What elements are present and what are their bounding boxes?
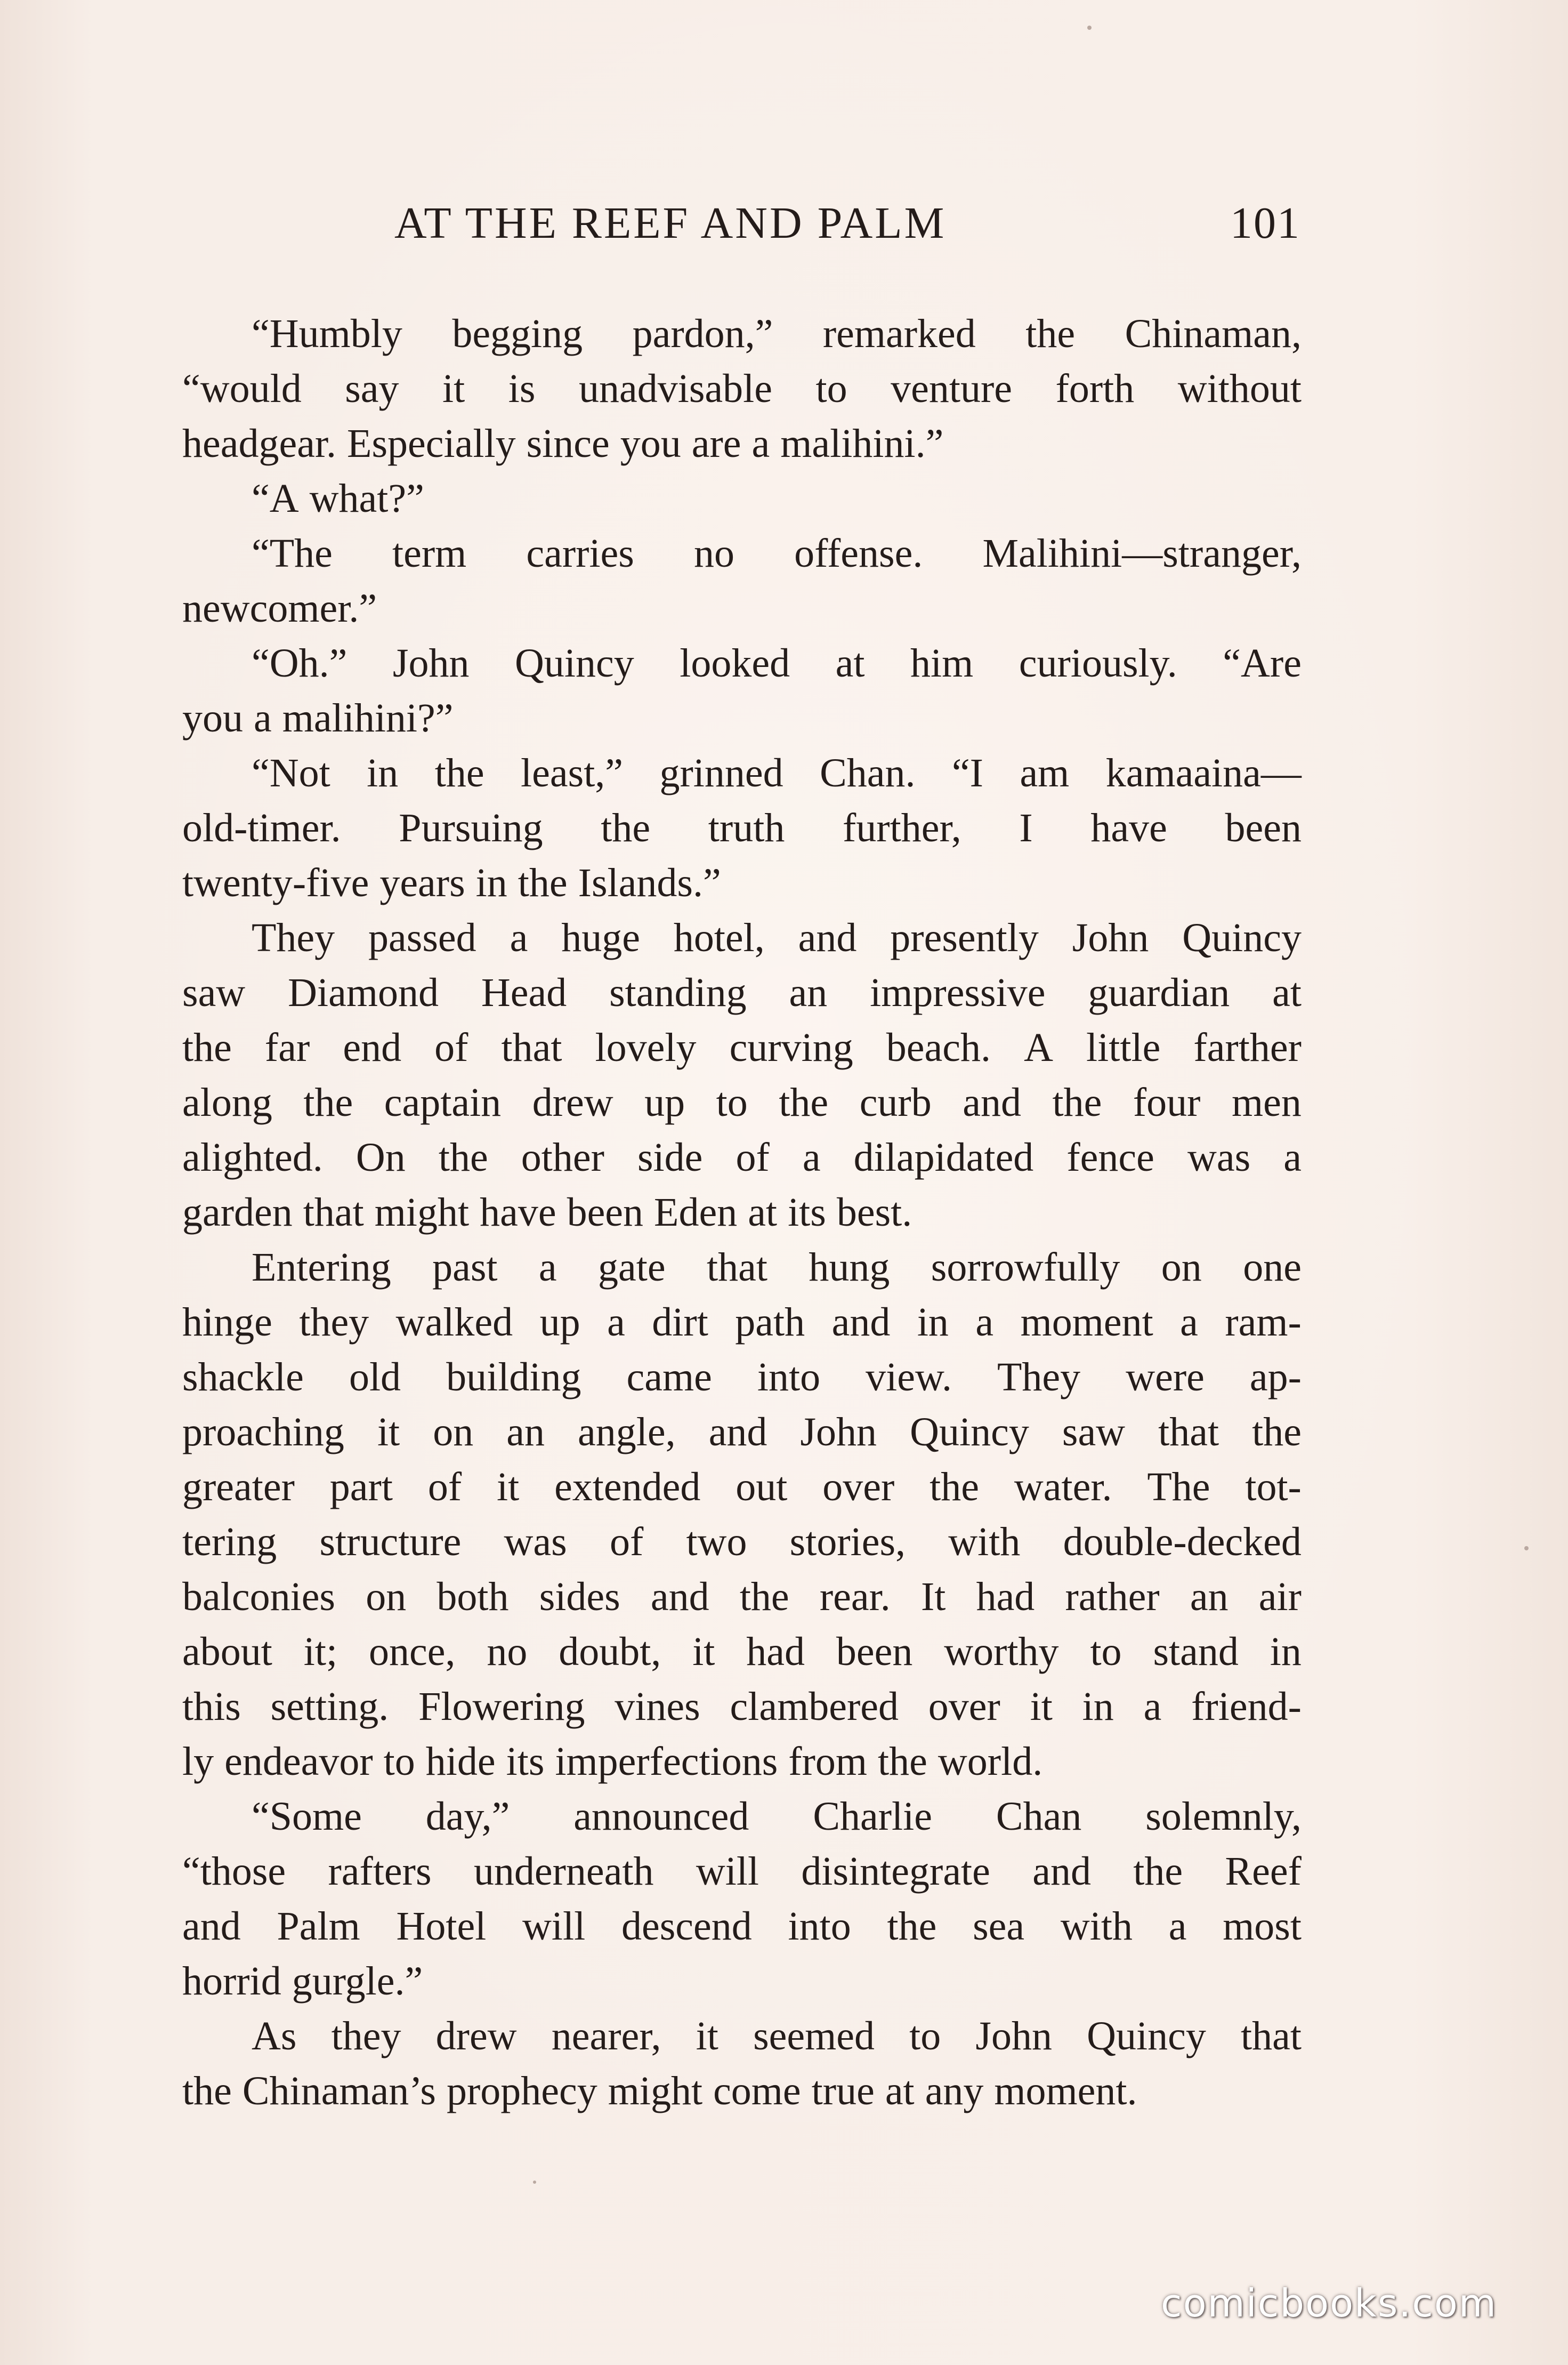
text-line: They passed a huge hotel, and presently John Quincy <box>252 915 1302 960</box>
text-line: proaching it on an angle, and John Quincy saw that the <box>182 1410 1302 1454</box>
text-line: As they drew nearer, it seemed to John Quincy that <box>252 2014 1302 2058</box>
text-line: “those rafters underneath will disintegrate and the Reef <box>182 1849 1302 1894</box>
text-line: the far end of that lovely curving beach. A little farther <box>182 1025 1302 1070</box>
text-line: Entering past a gate that hung sorrowfully on one <box>252 1245 1302 1290</box>
paragraph <box>182 636 1302 746</box>
watermark-logo: comicbooks.com <box>1161 2281 1498 2326</box>
paper-speck <box>1087 26 1092 30</box>
paragraph <box>182 1240 1302 1789</box>
paragraph <box>182 471 1302 526</box>
text-line: and Palm Hotel will descend into the sea with a most <box>182 1904 1302 1949</box>
paper-speck <box>1524 1546 1529 1550</box>
paper-speck <box>533 2181 536 2184</box>
text-line: greater part of it extended out over the water. The tot- <box>182 1465 1302 1509</box>
text-line: newcomer.” <box>182 586 377 631</box>
text-line: old-timer. Pursuing the truth further, I have been <box>182 806 1302 850</box>
text-line: saw Diamond Head standing an impressive guardian at <box>182 970 1302 1015</box>
text-line: you a malihini?” <box>182 696 454 741</box>
text-line: alighted. On the other side of a dilapidated fence was a <box>182 1135 1302 1180</box>
paragraph <box>182 746 1302 911</box>
text-line: “Oh.” John Quincy looked at him curiously. “Are <box>252 641 1302 686</box>
text-line: “would say it is unadvisable to venture forth without <box>182 366 1302 411</box>
running-head: AT THE REEF AND PALM <box>394 198 947 248</box>
text-line: the Chinaman’s prophecy might come true at any moment. <box>182 2069 1137 2113</box>
page-header <box>181 197 1300 261</box>
text-line: headgear. Especially since you are a malihini.” <box>182 421 944 466</box>
text-line: about it; once, no doubt, it had been worthy to stand in <box>182 1629 1302 1674</box>
body-text <box>182 307 1302 2119</box>
text-line: “Some day,” announced Charlie Chan solemnly, <box>252 1794 1302 1839</box>
text-line: shackle old building came into view. They were ap- <box>182 1355 1302 1399</box>
text-line: hinge they walked up a dirt path and in a moment a ram- <box>182 1300 1302 1345</box>
paragraph <box>182 1789 1302 2009</box>
text-line: garden that might have been Eden at its best. <box>182 1190 912 1235</box>
text-line: tering structure was of two stories, with double-decked <box>182 1519 1302 1564</box>
text-line: along the captain drew up to the curb and the four men <box>182 1080 1302 1125</box>
page-number: 101 <box>1230 198 1300 248</box>
text-line: “Humbly begging pardon,” remarked the Chinaman, <box>252 311 1302 356</box>
text-line: “A what?” <box>252 476 424 521</box>
text-line: ly endeavor to hide its imperfections from the world. <box>182 1739 1043 1784</box>
text-line: “The term carries no offense. Malihini—stranger, <box>252 531 1302 576</box>
paragraph <box>182 307 1302 471</box>
text-line: this setting. Flowering vines clambered over it in a friend- <box>182 1684 1302 1729</box>
text-line: twenty-five years in the Islands.” <box>182 860 721 905</box>
text-line: horrid gurgle.” <box>182 1959 423 2004</box>
text-line: “Not in the least,” grinned Chan. “I am kamaaina— <box>252 751 1302 795</box>
paragraph <box>182 526 1302 636</box>
text-line: balconies on both sides and the rear. It had rather an air <box>182 1574 1302 1619</box>
paragraph <box>182 911 1302 1240</box>
paragraph <box>182 2009 1302 2119</box>
